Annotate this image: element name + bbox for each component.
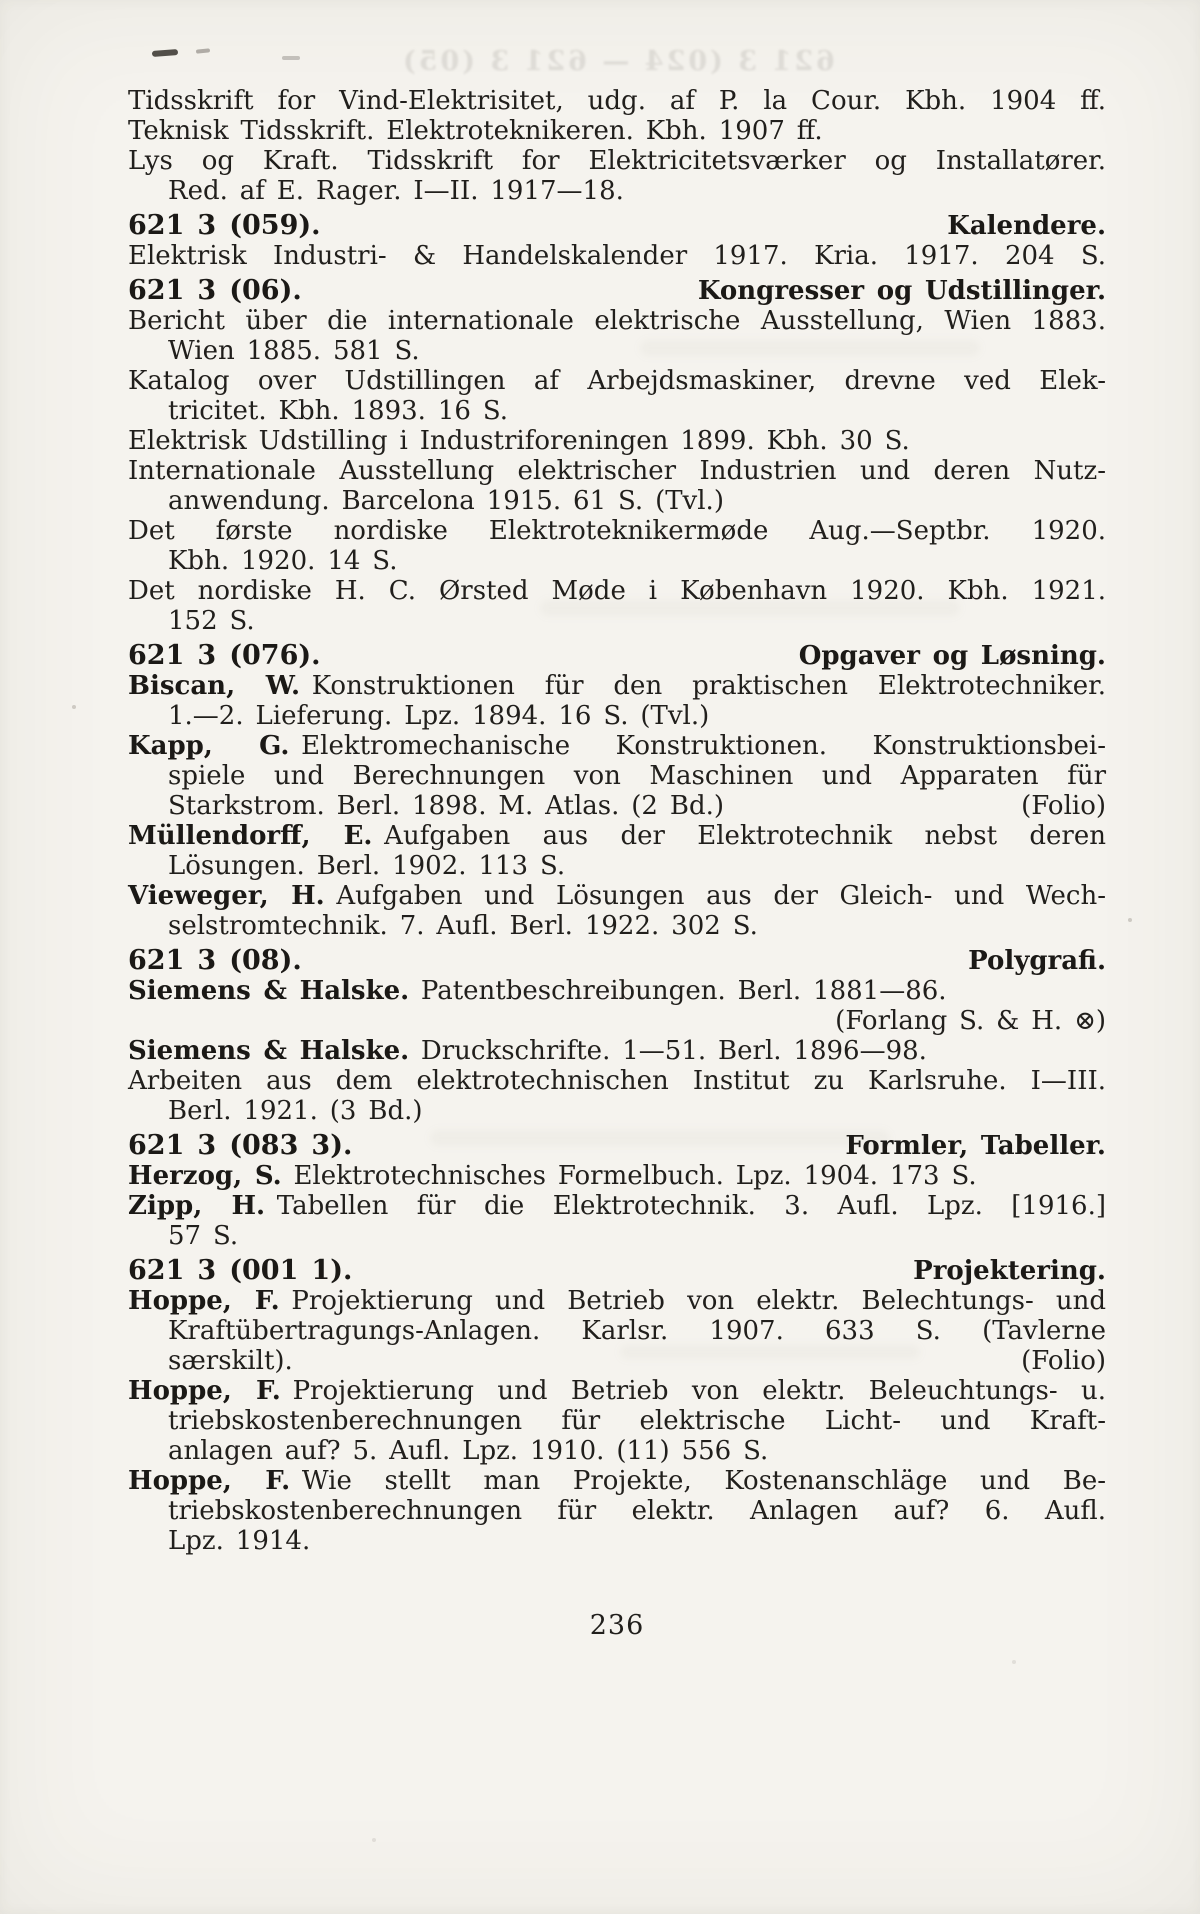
author-name: Biscan, W. (128, 671, 301, 701)
catalog-line: Arbeiten aus dem elektrotechnischen Institut zu Karlsruhe. I—III. (128, 1066, 1106, 1096)
ink-mark (152, 49, 178, 57)
catalog-line: (Forlang S. & H. ⊗) (835, 1006, 1106, 1036)
author-name: Herzog, S. (128, 1161, 282, 1191)
catalog-line: Hoppe, F. Wie stellt man Projekte, Kostenanschläge und Be- (128, 1466, 1107, 1496)
catalog-line: Lpz. 1914. (168, 1526, 311, 1556)
catalog-content (128, 86, 1106, 1641)
paper-speck (1012, 1660, 1016, 1664)
catalog-line: Red. af E. Rager. I—II. 1917—18. (168, 176, 624, 206)
author-name: Müllendorff, E. (128, 821, 373, 851)
catalog-line: 1.—2. Lieferung. Lpz. 1894. 16 S. (Tvl.) (168, 701, 710, 731)
catalog-line: Wien 1885. 581 S. (168, 336, 420, 366)
catalog-line: Det første nordiske Elektroteknikermøde Aug.—Septbr. 1920. (128, 516, 1106, 546)
bleed-through-text: 621 3 (024 — 621 3 (05) (399, 46, 835, 77)
author-name: Zipp, H. (128, 1191, 266, 1221)
catalog-line: Elektrisk Udstilling i Industriforeningen 1899. Kbh. 30 S. (128, 426, 910, 456)
section-heading (128, 946, 1106, 976)
catalog-line: Siemens & Halske. Druckschrifte. 1—51. Berl. 1896—98. (128, 1036, 927, 1066)
catalog-line: Kbh. 1920. 14 S. (168, 546, 398, 576)
section-code: 621 3 (06). (128, 275, 302, 306)
catalog-line: Internationale Ausstellung elektrischer Industrien und deren Nutz- (128, 456, 1106, 486)
catalog-line: selstromtechnik. 7. Aufl. Berl. 1922. 302 S. (168, 911, 758, 941)
catalog-line: Starkstrom. Berl. 1898. M. Atlas. (2 Bd.) (Folio) (168, 791, 1106, 821)
section-category: Formler, Tabeller. (845, 1131, 1106, 1161)
section-category: Kongresser og Udstillinger. (697, 276, 1106, 306)
catalog-line: Katalog over Udstillingen af Arbejdsmaskiner, drevne ved Elek- (128, 366, 1106, 396)
catalog-line: særskilt). (Folio) (168, 1346, 1106, 1376)
catalog-line: Hoppe, F. Projektierung und Betrieb von elektr. Belechtungs- und (128, 1286, 1106, 1316)
section-code: 621 3 (001 1). (128, 1255, 353, 1286)
catalog-line: anwendung. Barcelona 1915. 61 S. (Tvl.) (168, 486, 724, 516)
author-name: Hoppe, F. (128, 1466, 291, 1496)
author-name: Siemens & Halske. (128, 976, 410, 1006)
catalog-line: anlagen auf? 5. Aufl. Lpz. 1910. (11) 556 S. (168, 1436, 769, 1466)
catalog-line: triebskostenberechnungen für elektr. Anlagen auf? 6. Aufl. (168, 1496, 1106, 1526)
author-name: Kapp, G. (128, 731, 290, 761)
catalog-line: Tidsskrift for Vind-Elektrisitet, udg. af P. la Cour. Kbh. 1904 ff. (128, 86, 1106, 116)
catalog-line: 152 S. (168, 606, 255, 636)
ink-mark (282, 56, 300, 60)
catalog-line: 57 S. (168, 1221, 239, 1251)
catalog-line: Siemens & Halske. Patentbeschreibungen. Berl. 1881—86. (128, 976, 947, 1006)
section-heading (128, 1131, 1106, 1161)
section-code: 621 3 (076). (128, 640, 321, 671)
section-category: Projektering. (913, 1256, 1106, 1286)
author-name: Hoppe, F. (128, 1286, 280, 1316)
catalog-line: triebskostenberechnungen für elektrische Licht- und Kraft- (168, 1406, 1106, 1436)
paper-speck (1128, 918, 1132, 922)
section-code: 621 3 (083 3). (128, 1130, 353, 1161)
author-name: Vieweger, H. (128, 881, 325, 911)
section-heading (128, 1256, 1106, 1286)
catalog-line: Biscan, W. Konstruktionen für den praktischen Elektrotechniker. (128, 671, 1106, 701)
section-code: 621 3 (08). (128, 945, 302, 976)
catalog-line: Elektrisk Industri- & Handelskalender 1917. Kria. 1917. 204 S. (128, 241, 1106, 271)
format-note: (Folio) (1021, 791, 1106, 821)
section-category: Polygrafi. (968, 946, 1106, 976)
catalog-line: Lösungen. Berl. 1902. 113 S. (168, 851, 566, 881)
catalog-line: Det nordiske H. C. Ørsted Møde i København 1920. Kbh. 1921. (128, 576, 1106, 606)
catalog-line: Herzog, S. Elektrotechnisches Formelbuch. Lpz. 1904. 173 S. (128, 1161, 977, 1191)
paper-speck (372, 1838, 376, 1842)
catalog-line: Zipp, H. Tabellen für die Elektrotechnik. 3. Aufl. Lpz. [1916.] (128, 1191, 1107, 1221)
catalog-line: Vieweger, H. Aufgaben und Lösungen aus der Gleich- und Wech- (128, 881, 1106, 911)
catalog-line: Hoppe, F. Projektierung und Betrieb von elektr. Beleuchtungs- u. (128, 1376, 1107, 1406)
section-category: Kalendere. (947, 211, 1106, 241)
catalog-line: Bericht über die internationale elektrische Ausstellung, Wien 1883. (128, 306, 1106, 336)
section-category: Opgaver og Løsning. (798, 641, 1106, 671)
catalog-line: Müllendorff, E. Aufgaben aus der Elektrotechnik nebst deren (128, 821, 1106, 851)
author-name: Hoppe, F. (128, 1376, 281, 1406)
format-note: (Folio) (1021, 1346, 1106, 1376)
section-heading (128, 276, 1106, 306)
section-code: 621 3 (059). (128, 210, 321, 241)
section-heading (128, 211, 1106, 241)
catalog-line: Kraftübertragungs-Anlagen. Karlsr. 1907. 633 S. (Tavlerne (168, 1316, 1106, 1346)
paper-speck (72, 705, 76, 709)
ink-mark (196, 48, 210, 53)
author-name: Siemens & Halske. (128, 1036, 410, 1066)
catalog-line: Berl. 1921. (3 Bd.) (168, 1096, 423, 1126)
catalog-line: Teknisk Tidsskrift. Elektroteknikeren. Kbh. 1907 ff. (128, 116, 823, 146)
page-number: 236 (589, 1610, 645, 1641)
catalog-line: Lys og Kraft. Tidsskrift for Elektricitetsværker og Installatører. (128, 146, 1106, 176)
catalog-line: Kapp, G. Elektromechanische Konstruktionen. Konstruktionsbei- (128, 731, 1106, 761)
catalog-line: tricitet. Kbh. 1893. 16 S. (168, 396, 508, 426)
catalog-line: spiele und Berechnungen von Maschinen und Apparaten für (168, 761, 1106, 791)
section-heading (128, 641, 1106, 671)
